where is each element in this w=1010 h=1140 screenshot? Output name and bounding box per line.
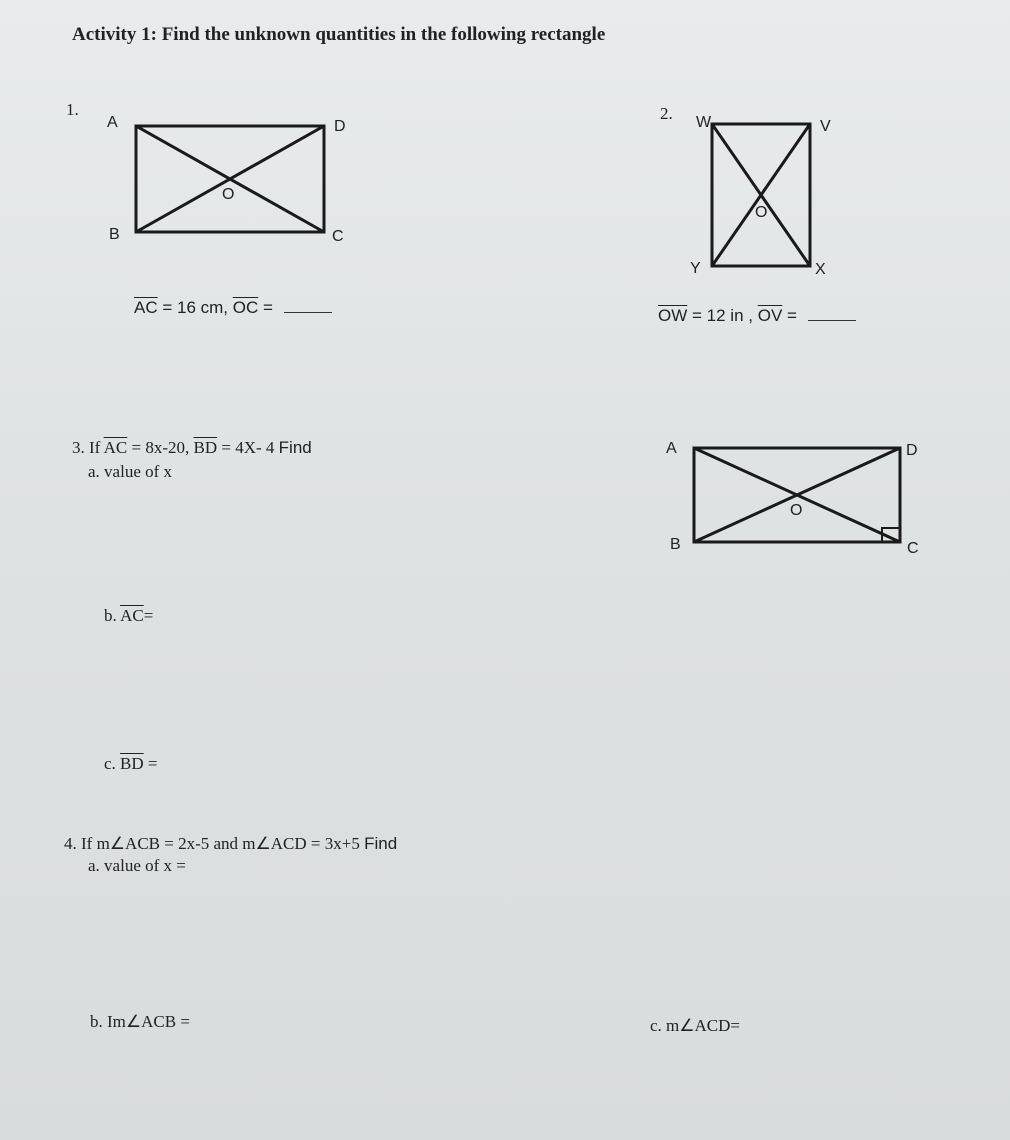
rectangle-abcd-figure-3 (694, 448, 900, 542)
find-equals: = (263, 298, 273, 317)
problem-4-part-a: a. value of x = (88, 856, 186, 875)
vertex-label-v: V (820, 118, 831, 135)
find-word: Find (364, 834, 398, 853)
segment-ac: $\overline{AC}$ (103, 438, 128, 457)
part-c-label: c. (650, 1016, 662, 1035)
part-c-text: m∠ACD= (666, 1016, 740, 1035)
problem-3-statement (72, 438, 312, 458)
vertex-label-d: D (334, 118, 346, 135)
segment-oc: $\overline{OC}$ (232, 298, 259, 317)
center-label-o: O (222, 186, 235, 203)
vertex-label-b: B (109, 226, 120, 243)
problem-4-prefix: 4. If (64, 834, 93, 853)
find-word: Find (278, 438, 312, 457)
problem-3-prefix: 3. If (72, 438, 101, 457)
problem-4-statement (64, 834, 397, 854)
vertex-label-c: C (907, 540, 919, 557)
expression-ac: = 8x-20, (131, 438, 190, 457)
equals-sign: = (143, 606, 154, 625)
rectangle-abcd-figure-1 (136, 126, 324, 232)
part-c-label: c. (104, 754, 116, 773)
problem-1-number: 1. (66, 100, 79, 119)
part-b-label: b. (104, 606, 117, 625)
equals-sign: = (147, 754, 158, 773)
problem-3-part-c (104, 754, 158, 774)
vertex-label-a: A (666, 440, 677, 457)
segment-ow: $\overline{OW}$ (658, 306, 688, 325)
vertex-label-x: X (815, 261, 826, 278)
answer-blank[interactable] (808, 319, 856, 321)
problem-3-part-a: a. value of x (88, 462, 173, 481)
part-b-label: b. (90, 1012, 103, 1031)
segment-ac: $\overline{AC}$ (120, 606, 144, 625)
page-title: Activity 1: Find the unknown quantities in the following rectangle (72, 24, 606, 45)
vertex-label-w: W (696, 114, 712, 131)
center-label-o: O (790, 502, 803, 519)
expression-bd: = 4X- 4 (221, 438, 275, 457)
segment-ac: $\overline{AC}$ (134, 298, 158, 317)
vertex-label-d: D (906, 442, 918, 459)
vertex-label-c: C (332, 228, 344, 245)
segment-ov: $\overline{OV}$ (757, 306, 783, 325)
part-b-text: Im∠ACB = (107, 1012, 190, 1031)
find-equals: = (787, 306, 797, 325)
center-label-o: O (755, 204, 768, 221)
problem-3-part-b (104, 606, 153, 626)
answer-blank[interactable] (284, 311, 332, 313)
angle-acb-expression: m∠ACB = 2x-5 (96, 834, 210, 853)
segment-bd: $\overline{BD}$ (193, 438, 218, 457)
vertex-label-y: Y (690, 260, 701, 277)
given-value: = 16 cm, (162, 298, 229, 317)
rectangle-wvxy-figure-2 (712, 124, 810, 266)
and-word: and (213, 834, 239, 853)
vertex-label-b: B (670, 536, 681, 553)
problem-2-equation (658, 306, 856, 326)
angle-acd-expression: m∠ACD = 3x+5 (242, 834, 360, 853)
problem-1-equation (134, 298, 332, 318)
problem-4-part-c (650, 1016, 740, 1036)
given-value: = 12 in , (692, 306, 753, 325)
vertex-label-a: A (107, 114, 118, 131)
problem-4-part-b (90, 1012, 190, 1032)
segment-bd: $\overline{BD}$ (120, 754, 144, 773)
problem-2-number: 2. (660, 104, 673, 123)
